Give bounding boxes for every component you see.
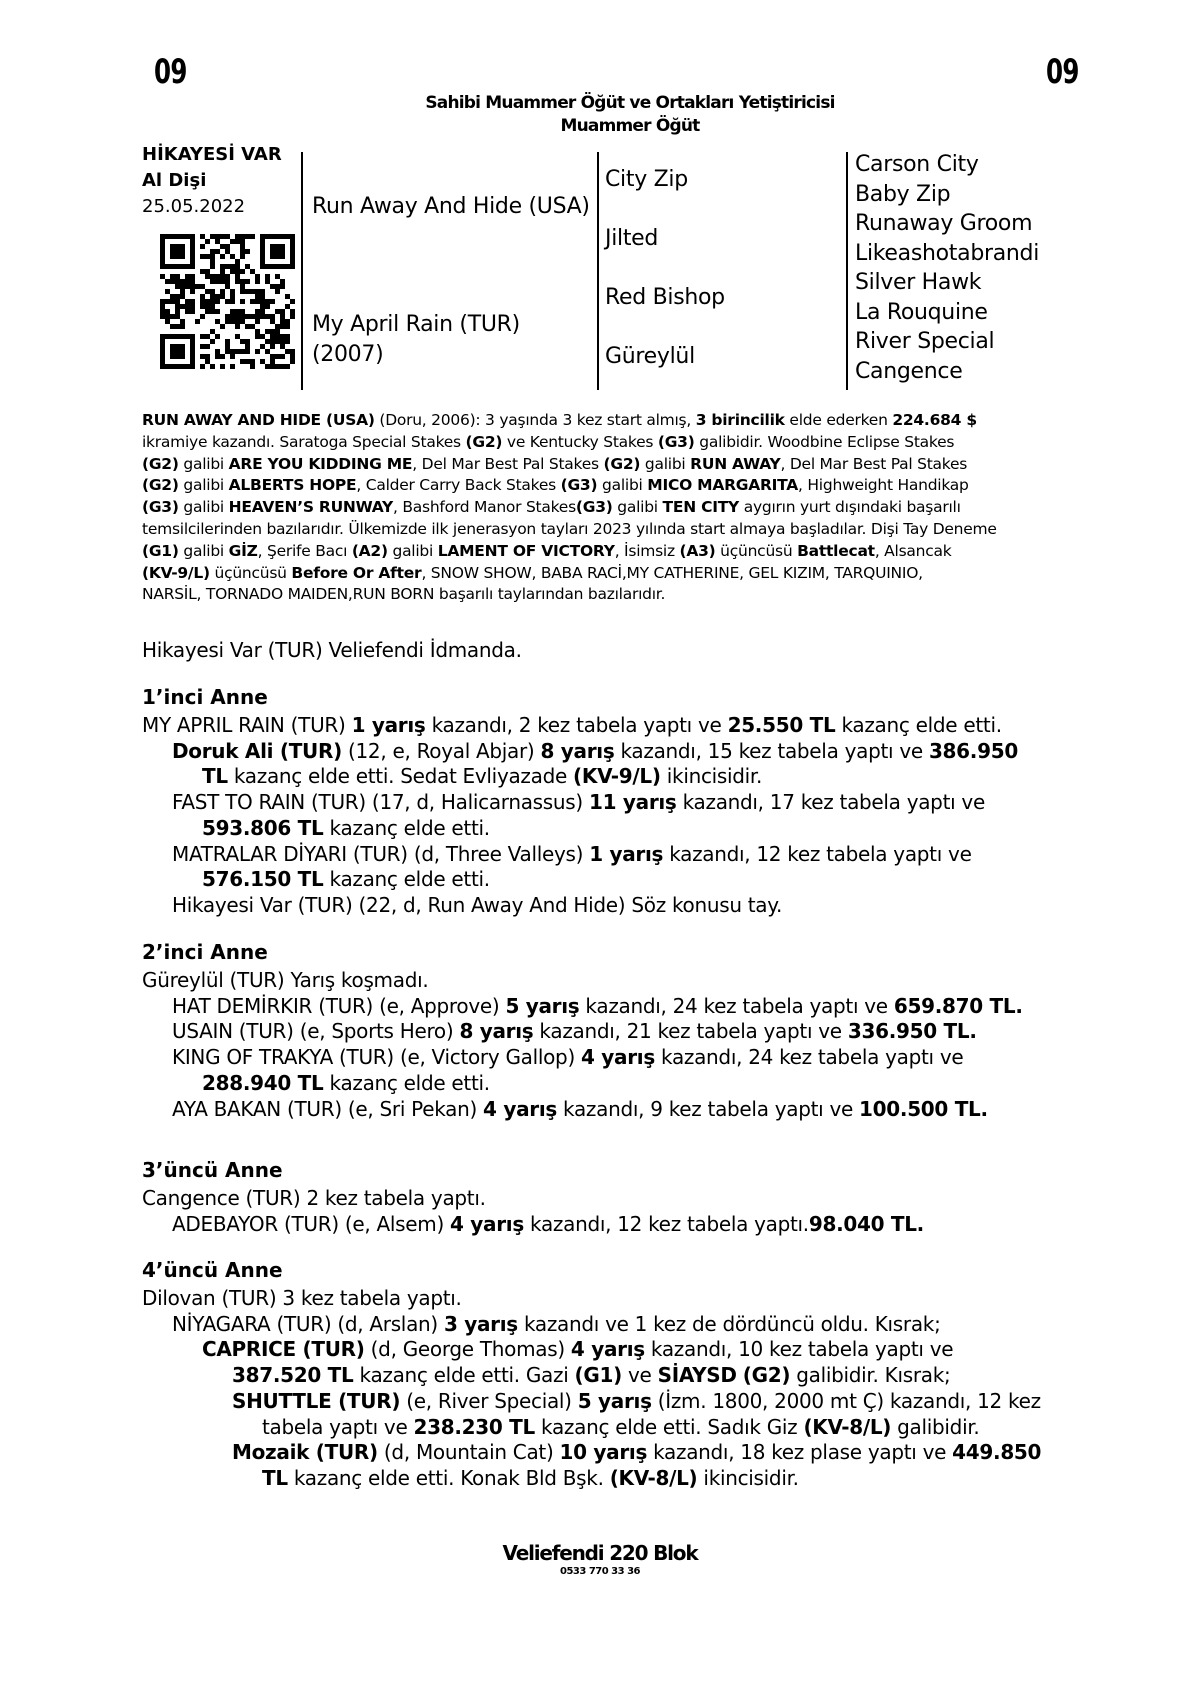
section-line: [172, 1045, 963, 1069]
text-run: ve Kentucky Stakes: [502, 432, 658, 451]
text-run: KING OF TRAKYA (TUR) (e, Victory Gallop): [172, 1045, 582, 1070]
pedigree-divider-2: [597, 152, 599, 390]
section-line: [142, 1286, 462, 1310]
bold-text: (G2): [465, 432, 503, 451]
section-line: [262, 1415, 979, 1439]
bold-text: (G1): [142, 541, 179, 560]
text-run: kazanç elde etti.: [835, 713, 1002, 737]
bold-text: (KV-9/L): [142, 563, 210, 582]
text-run: kazanç elde etti.: [323, 815, 490, 840]
text-run: Dilovan (TUR) 3 kez tabela yaptı.: [142, 1286, 462, 1310]
section-line: [202, 764, 762, 788]
bold-text: 238.230 TL: [413, 1414, 535, 1439]
text-run: , Şerife Bacı: [257, 541, 352, 560]
text-run: galibi: [178, 498, 229, 517]
horse-birth-date: 25.05.2022: [142, 196, 246, 217]
bold-text: (G3): [560, 476, 598, 495]
sire-description-line: [142, 584, 1082, 606]
text-run: NARSİL, TORNADO MAIDEN,RUN BORN başarılı taylarından bazılarıdır.: [142, 585, 666, 604]
bold-text: ALBERTS HOPE: [228, 476, 357, 495]
bold-text: (KV-8/L): [609, 1465, 698, 1490]
section-line: [202, 1071, 490, 1095]
sire-description: [142, 410, 1082, 606]
text-run: kazandı, 12 kez tabela yaptı.: [523, 1211, 809, 1236]
section-line: [202, 867, 490, 891]
grandparent: Jilted: [605, 226, 659, 251]
section-line: [172, 739, 1018, 763]
section-line: [172, 842, 972, 866]
great-grandparent: Cangence: [855, 358, 963, 384]
great-grandparent: Runaway Groom: [855, 211, 1033, 236]
grandparent: City Zip: [605, 167, 688, 192]
text-run: elde ederken: [784, 411, 893, 429]
bold-text: Mozaik (TUR): [232, 1440, 378, 1465]
sire-description-line: [142, 541, 1082, 563]
bold-text: 659.870 TL.: [893, 993, 1023, 1018]
great-grandparent-list: [855, 150, 1039, 386]
bold-text: 593.806 TL: [202, 815, 324, 840]
section-line: [232, 1440, 1041, 1464]
section-line: [232, 1363, 950, 1387]
dam-year: (2007): [312, 342, 384, 367]
bold-text: RUN AWAY: [690, 454, 781, 473]
bold-text: 1 yarış: [589, 841, 664, 866]
section-line: [172, 790, 985, 814]
bold-text: 10 yarış: [559, 1440, 648, 1465]
bold-text: 8 yarış: [459, 1019, 534, 1044]
bold-text: (G2): [142, 454, 179, 473]
text-run: MY APRIL RAIN (TUR): [142, 713, 352, 737]
bold-text: (A2): [351, 541, 388, 560]
bold-text: 5 yarış: [505, 993, 580, 1018]
bold-text: 288.940 TL: [202, 1070, 324, 1095]
text-run: (12, e, Royal Abjar): [341, 738, 541, 763]
sire-description-line: [142, 563, 1082, 585]
bold-text: MICO MARGARITA: [647, 476, 799, 495]
section-line: [172, 893, 782, 917]
pedigree-divider-3: [846, 152, 848, 390]
text-run: galibi: [178, 541, 229, 560]
great-grandparent: River Special: [855, 329, 995, 354]
section-line: [262, 1466, 799, 1490]
bold-text: 3 birincilik: [695, 411, 785, 429]
lot-number-left: 09: [154, 52, 187, 92]
bold-text: RUN AWAY AND HIDE (USA): [142, 411, 375, 429]
text-run: (Doru, 2006): 3 yaşında 3 kez start almış,: [374, 411, 696, 429]
horse-sex-color: Al Dişi: [142, 170, 207, 191]
bold-text: 386.950: [928, 738, 1018, 763]
bold-text: 4 yarış: [483, 1096, 557, 1121]
text-run: kazandı, 24 kez tabela yaptı ve: [654, 1045, 964, 1070]
text-run: kazanç elde etti. Sedat Evliyazade: [227, 764, 574, 789]
text-run: galibi: [178, 476, 229, 495]
grandparent: Güreylül: [605, 344, 695, 369]
sire-description-line: [142, 454, 1082, 476]
bold-text: (G1): [574, 1363, 622, 1388]
text-run: temsilcilerinden bazılarıdır. Ülkemizde ilk jenerasyon tayları 2023 yılında start almaya başladılar. Dişi Tay Deneme: [142, 519, 997, 538]
text-run: ikincisidir.: [697, 1465, 799, 1490]
text-run: kazandı ve 1 kez de dördüncü oldu. Kısrak;: [517, 1311, 941, 1336]
text-run: kazandı, 2 kez tabela yaptı ve: [425, 713, 728, 737]
sire-description-line: [142, 410, 1082, 432]
text-run: , Alsancak: [874, 541, 952, 560]
section-line: [172, 994, 1023, 1018]
bold-text: (G3): [575, 498, 613, 517]
training-status: Hikayesi Var (TUR) Veliefendi İdmanda.: [142, 638, 522, 662]
bold-text: 100.500 TL.: [859, 1096, 988, 1121]
section-line: [172, 1312, 941, 1336]
bold-text: 1 yarış: [351, 713, 426, 737]
bold-text: SİAYSD: [657, 1363, 737, 1388]
bold-text: CAPRICE (TUR): [202, 1337, 365, 1362]
section-heading: 1’inci Anne: [142, 685, 268, 709]
text-run: kazanç elde etti. Konak Bld Bşk.: [287, 1465, 610, 1490]
text-run: üçüncüsü: [715, 541, 798, 560]
text-run: , İsimsiz: [614, 541, 680, 560]
text-run: kazanç elde etti. Gazi: [353, 1363, 575, 1388]
section-line: [172, 1019, 977, 1043]
text-run: kazandı, 10 kez tabela yaptı ve: [644, 1337, 954, 1362]
text-run: , Del Mar Best Pal Stakes: [412, 454, 604, 473]
sire-description-line: [142, 475, 1082, 497]
text-run: kazandı, 21 kez tabela yaptı ve: [533, 1019, 848, 1044]
section-line: [142, 1186, 486, 1210]
text-run: kazandı, 17 kez tabela yaptı ve: [676, 790, 985, 815]
bold-text: (G2): [742, 1363, 791, 1388]
section-heading: 3’üncü Anne: [142, 1158, 283, 1182]
text-run: Güreylül (TUR) Yarış koşmadı.: [142, 968, 429, 992]
text-run: kazandı, 15 kez tabela yaptı ve: [614, 738, 929, 763]
bold-text: Battlecat: [797, 541, 875, 560]
pedigree-divider-1: [301, 152, 303, 390]
text-run: (İzm. 1800, 2000 mt Ç) kazandı, 12 kez: [651, 1388, 1041, 1413]
text-run: galibi: [597, 476, 648, 495]
sire-description-line: [142, 432, 1082, 454]
section-heading: 2’inci Anne: [142, 940, 268, 964]
text-run: galibidir. Kısrak;: [790, 1363, 951, 1388]
section-line: [142, 968, 428, 992]
text-run: ADEBAYOR (TUR) (e, Alsem): [172, 1211, 451, 1236]
lot-number-right: 09: [1046, 52, 1079, 92]
footer-location: Veliefendi 220 Blok: [502, 1541, 698, 1565]
text-run: ikincisidir.: [660, 764, 763, 789]
bold-text: (KV-9/L): [573, 764, 661, 789]
section-line: [172, 1097, 988, 1121]
text-run: Hikayesi Var (TUR) (22, d, Run Away And Hide) Söz konusu tay.: [172, 892, 783, 917]
great-grandparent: Silver Hawk: [855, 270, 982, 295]
text-run: (e, River Special): [400, 1388, 578, 1413]
bold-text: 224.684 $: [892, 411, 977, 429]
bold-text: 3 yarış: [443, 1311, 518, 1336]
text-run: kazanç elde etti. Sadık Giz: [534, 1414, 804, 1439]
bold-text: 387.520 TL: [232, 1363, 354, 1388]
bold-text: (KV-8/L): [803, 1414, 892, 1439]
text-run: kazandı, 9 kez tabela yaptı ve: [556, 1096, 860, 1121]
sire-description-line: [142, 519, 1082, 541]
bold-text: (G2): [142, 476, 179, 495]
text-run: galibi: [640, 454, 691, 473]
bold-text: TL: [202, 764, 228, 789]
sire-description-line: [142, 497, 1082, 519]
section-heading: 4’üncü Anne: [142, 1258, 283, 1282]
great-grandparent: Carson City: [855, 152, 979, 177]
text-run: Cangence (TUR) 2 kez tabela yaptı.: [142, 1186, 486, 1210]
bold-text: 4 yarış: [570, 1337, 645, 1362]
bold-text: Before Or After: [291, 563, 422, 582]
text-run: tabela yaptı ve: [262, 1414, 414, 1439]
bold-text: (G2): [603, 454, 641, 473]
section-line: [202, 1337, 953, 1361]
text-run: ikramiye kazandı. Saratoga Special Stakes: [142, 432, 466, 451]
bold-text: 98.040 TL.: [808, 1211, 924, 1236]
text-run: , Calder Carry Back Stakes: [356, 476, 561, 495]
sire-name: Run Away And Hide (USA): [312, 194, 590, 219]
text-run: , Del Mar Best Pal Stakes: [780, 454, 968, 473]
section-line: [172, 1212, 924, 1236]
text-run: galibi: [612, 498, 663, 517]
text-run: üçüncüsü: [209, 563, 292, 582]
text-run: NİYAGARA (TUR) (d, Arslan): [172, 1311, 444, 1336]
text-run: galibi: [178, 454, 229, 473]
text-run: ve: [621, 1363, 658, 1388]
bold-text: 449.850: [952, 1440, 1042, 1465]
text-run: galibi: [387, 541, 438, 560]
text-run: MATRALAR DİYARI (TUR) (d, Three Valleys): [172, 841, 590, 866]
text-run: aygırın yurt dışındaki başarılı: [739, 498, 961, 517]
bold-text: TL: [262, 1465, 288, 1490]
text-run: kazanç elde etti.: [323, 1070, 490, 1095]
bold-text: (A3): [679, 541, 716, 560]
qr-code: [160, 234, 295, 369]
text-run: (d, George Thomas): [364, 1337, 571, 1362]
text-run: , SNOW SHOW, BABA RACİ,MY CATHERINE, GEL KIZIM, TARQUINIO,: [421, 563, 923, 582]
bold-text: 8 yarış: [540, 738, 615, 763]
text-run: , Bashford Manor Stakes: [393, 498, 576, 517]
bold-text: (G3): [657, 432, 695, 451]
great-grandparent: Likeashotabrandi: [855, 240, 1040, 266]
text-run: HAT DEMİRKIR (TUR) (e, Approve): [172, 993, 506, 1018]
bold-text: 25.550 TL: [727, 713, 836, 737]
bold-text: Doruk Ali (TUR): [172, 738, 342, 763]
text-run: AYA BAKAN (TUR) (e, Sri Pekan): [172, 1096, 484, 1121]
bold-text: 5 yarış: [577, 1388, 652, 1413]
bold-text: 4 yarış: [581, 1045, 655, 1070]
great-grandparent: Baby Zip: [855, 181, 951, 207]
text-run: kazandı, 18 kez plase yaptı ve: [647, 1440, 953, 1465]
bold-text: ARE YOU KIDDING ME: [228, 454, 413, 473]
grandparent: Red Bishop: [605, 285, 725, 310]
bold-text: 11 yarış: [588, 790, 677, 815]
bold-text: TEN CITY: [662, 498, 740, 517]
text-run: , Highweight Handikap: [798, 476, 969, 495]
breeder-line: Muammer Öğüt: [560, 116, 700, 136]
great-grandparent: La Rouquine: [855, 299, 988, 325]
bold-text: 576.150 TL: [202, 867, 324, 892]
text-run: kazandı, 12 kez tabela yaptı ve: [663, 841, 972, 866]
section-line: [202, 816, 490, 840]
text-run: (d, Mountain Cat): [377, 1440, 560, 1465]
text-run: kazandı, 24 kez tabela yaptı ve: [579, 993, 894, 1018]
bold-text: 336.950 TL.: [847, 1019, 977, 1044]
text-run: galibidir. Woodbine Eclipse Stakes: [694, 432, 955, 451]
owner-line: Sahibi Muammer Öğüt ve Ortakları Yetiştiricisi: [425, 93, 835, 113]
text-run: USAIN (TUR) (e, Sports Hero): [172, 1019, 460, 1044]
bold-text: 4 yarış: [450, 1211, 524, 1236]
footer-phone: 0533 770 33 36: [560, 1566, 640, 1577]
text-run: FAST TO RAIN (TUR) (17, d, Halicarnassus): [172, 790, 589, 815]
section-line: [232, 1389, 1041, 1413]
text-run: galibidir.: [891, 1414, 980, 1439]
bold-text: HEAVEN’S RUNWAY: [228, 498, 394, 517]
bold-text: SHUTTLE (TUR): [232, 1388, 401, 1413]
section-line: [142, 713, 1002, 737]
horse-name: HİKAYESİ VAR: [142, 144, 282, 165]
horse-info: [142, 142, 282, 220]
bold-text: GİZ: [228, 541, 258, 560]
bold-text: LAMENT OF VICTORY: [437, 541, 615, 560]
text-run: kazanç elde etti.: [323, 867, 490, 892]
bold-text: (G3): [142, 498, 179, 517]
dam-name: My April Rain (TUR): [312, 312, 520, 337]
